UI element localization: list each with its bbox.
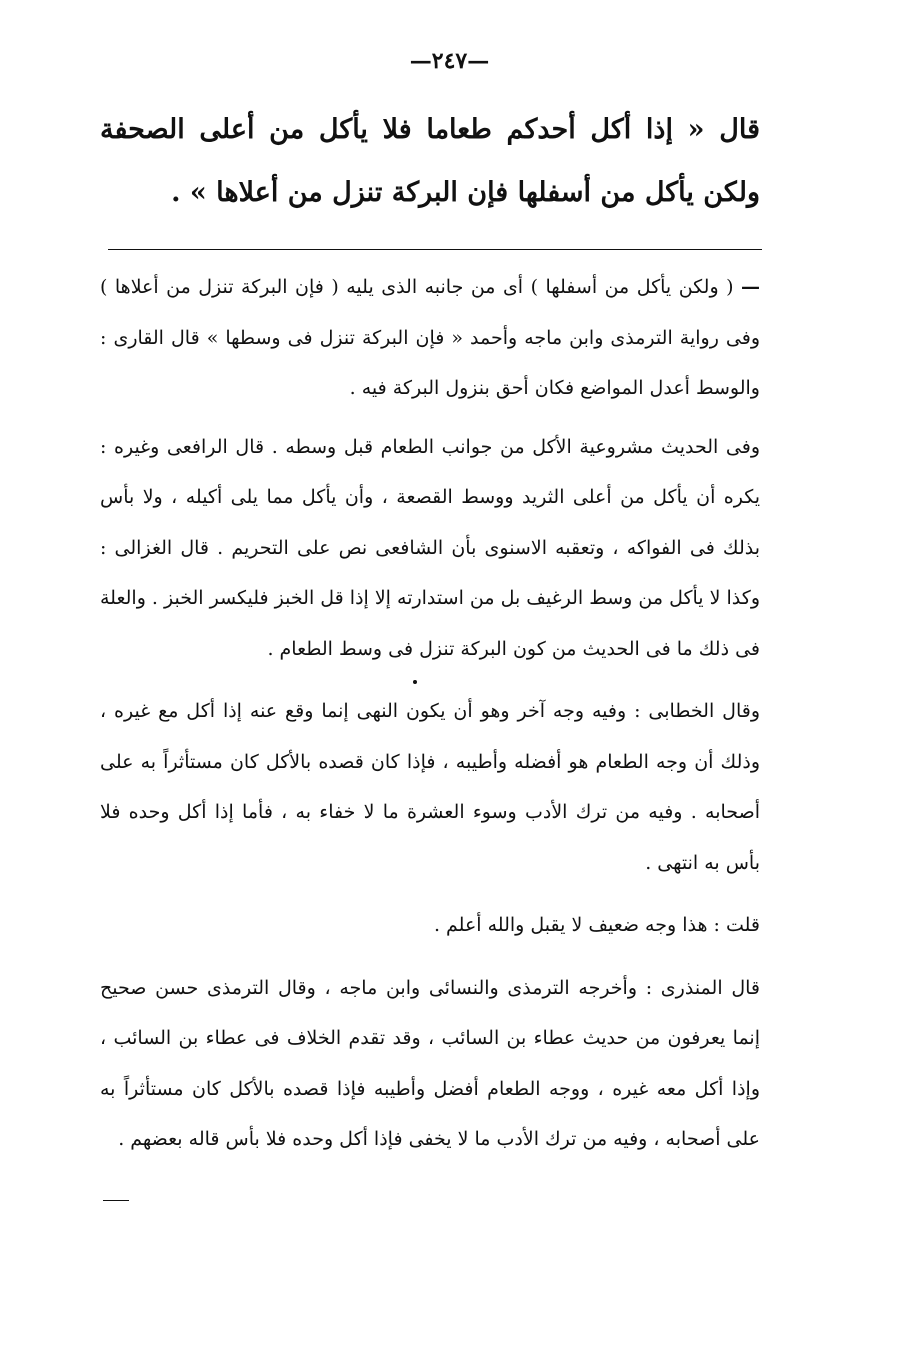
commentary-paragraph-4: قلت : هذا وجه ضعيف لا يقبل والله أعلم . — [433, 914, 760, 936]
section-separator — [108, 249, 762, 250]
commentary — [100, 262, 760, 1177]
commentary-paragraph-2: وفى الحديث مشروعية الأكل من جوانب الطعام قبل وسطه . قال الرافعى وغيره : يكره أن يأكل من أعلى الثريد ووسط القصعة ، وأن يأكل مما يلى أكيله ، ولا بأس بذلك فى الفواكه ، وتعقبه الاسنوى بأن الشافعى نص على التحريم . قال الغزالى : وكذا لا يأكل من وسط الرغيف بل من استدارته إلا إذا قل الخبز فليكسر الخبز . والعلة فى ذلك ما فى الحديث من كون البركة تنزل فى وسط الطعام . — [100, 435, 760, 660]
commentary-paragraph-1 — [100, 262, 760, 414]
end-dash-mark — [103, 1200, 129, 1201]
commentary-paragraph-5: قال المنذرى : وأخرجه الترمذى والنسائى وابن ماجه ، وقال الترمذى حسن صحيح إنما يعرفون من حديث عطاء بن السائب ، وقد تقدم الخلاف فى عطاء بن السائب ، وإذا أكل معه غيره ، ووجه الطعام أفضل وأطيبه فإذا قصده بالأكل كان مستأثراً به على أصحابه ، وفيه من ترك الأدب ما لا يخفى فإذا أكل وحده فلا بأس قاله بعضهم . — [100, 976, 760, 1150]
ink-speck — [413, 680, 417, 684]
hadith-text: قال « إذا أكل أحدكم طعاما فلا يأكل من أعلى الصحفة ولكن يأكل من أسفلها فإن البركة تنزل من أعلاها » . — [100, 114, 760, 208]
commentary-paragraph-3: وقال الخطابى : وفيه وجه آخر وهو أن يكون النهى إنما وقع عنه إذا أكل مع غيره ، وذلك أن وجه الطعام هو أفضله وأطيبه ، فإذا كان قصده بالأكل كان مستأثراً به على أصحابه . وفيه من ترك الأدب وسوء العشرة ما لا خفاء به ، فأما إذا أكل وحده فلا بأس به انتهى . — [100, 700, 760, 874]
page-number: —٢٤٧— — [409, 48, 490, 74]
commentary-paragraph-1-text: ( ولكن يأكل من أسفلها ) أى من جانبه الذى يليه ( فإن البركة تنزل من أعلاها ) وفى رواية الترمذى وابن ماجه وأحمد « فإن البركة تنزل فى وسطها » قال القارى : والوسط أعدل المواضع فكان أحق بنزول البركة فيه . — [100, 276, 760, 399]
commentary-dash: — — [741, 276, 760, 298]
